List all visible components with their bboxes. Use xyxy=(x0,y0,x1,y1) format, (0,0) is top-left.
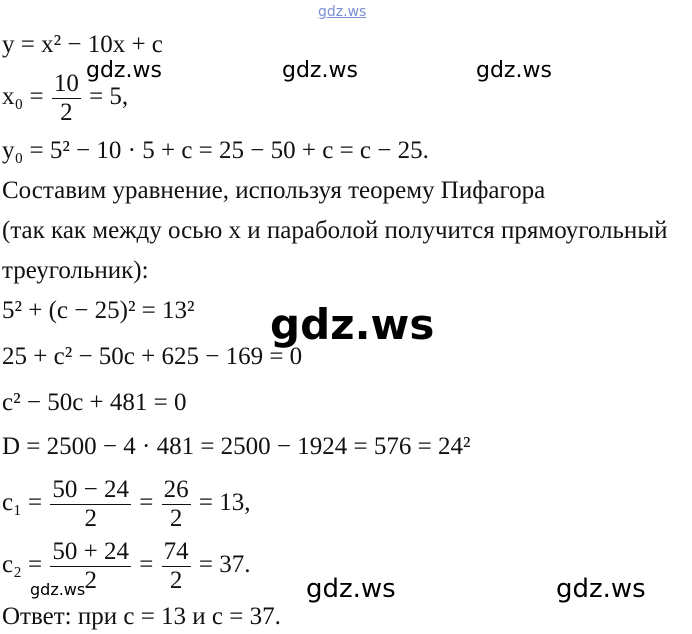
answer-line: Ответ: при c = 13 и c = 37. xyxy=(2,603,281,630)
text-line-6: треугольник): xyxy=(2,257,149,284)
c2-result: = 37. xyxy=(198,551,251,579)
equation-line-1: y = x² − 10x + c xyxy=(2,31,163,58)
fraction-c2-b xyxy=(162,538,191,595)
equation-line-7: 5² + (c − 25)² = 13² xyxy=(2,297,195,324)
c2-label: c₂ = xyxy=(2,551,43,579)
watermark-row1-b: gdz.ws xyxy=(282,58,358,83)
equation-line-9: c² − 50c + 481 = 0 xyxy=(2,389,187,416)
fraction-denominator: 2 xyxy=(169,505,183,532)
fraction-numerator: 74 xyxy=(163,538,189,565)
fraction-c1-a xyxy=(50,476,131,533)
watermark-bottom-right: gdz.ws xyxy=(556,574,646,604)
x0-result: = 5, xyxy=(89,83,129,111)
fraction-c1-b xyxy=(162,476,191,533)
fraction-numerator: 10 xyxy=(53,70,79,97)
watermark-row1-c: gdz.ws xyxy=(476,58,552,83)
equation-line-2 xyxy=(2,70,128,127)
equation-line-10: D = 2500 − 4 · 481 = 2500 − 1924 = 576 = 24² xyxy=(2,433,471,460)
watermark-center: gdz.ws xyxy=(270,300,435,349)
text-line-4: Составим уравнение, используя теорему Пифагора xyxy=(2,177,546,204)
c1-label: c₁ = xyxy=(2,489,43,517)
fraction-numerator: 26 xyxy=(163,476,189,503)
fraction-denominator: 2 xyxy=(169,567,183,594)
equation-line-3: y₀ = 5² − 10 · 5 + c = 25 − 50 + c = c − 25. xyxy=(2,137,429,164)
watermark-bottom-mid: gdz.ws xyxy=(306,574,396,604)
equation-line-11 xyxy=(2,476,251,533)
fraction-10-over-2 xyxy=(52,70,81,127)
watermark-row1-a: gdz.ws xyxy=(86,58,162,83)
watermark-top: gdz.ws xyxy=(318,4,367,20)
watermark-small-left: gdz.ws xyxy=(30,580,86,599)
fraction-denominator: 2 xyxy=(60,99,73,126)
fraction-denominator: 2 xyxy=(84,505,97,532)
text-line-5: (так как между осью x и параболой получится прямоугольный xyxy=(2,217,668,244)
x0-label: x₀ = xyxy=(2,83,44,111)
equals-sign: = xyxy=(139,551,154,579)
c1-result: = 13, xyxy=(198,489,251,517)
fraction-denominator: 2 xyxy=(84,567,97,594)
fraction-numerator: 50 + 24 xyxy=(52,538,130,565)
equals-sign: = xyxy=(139,489,154,517)
fraction-numerator: 50 − 24 xyxy=(52,476,130,503)
equation-line-8: 25 + c² − 50c + 625 − 169 = 0 xyxy=(2,343,303,370)
